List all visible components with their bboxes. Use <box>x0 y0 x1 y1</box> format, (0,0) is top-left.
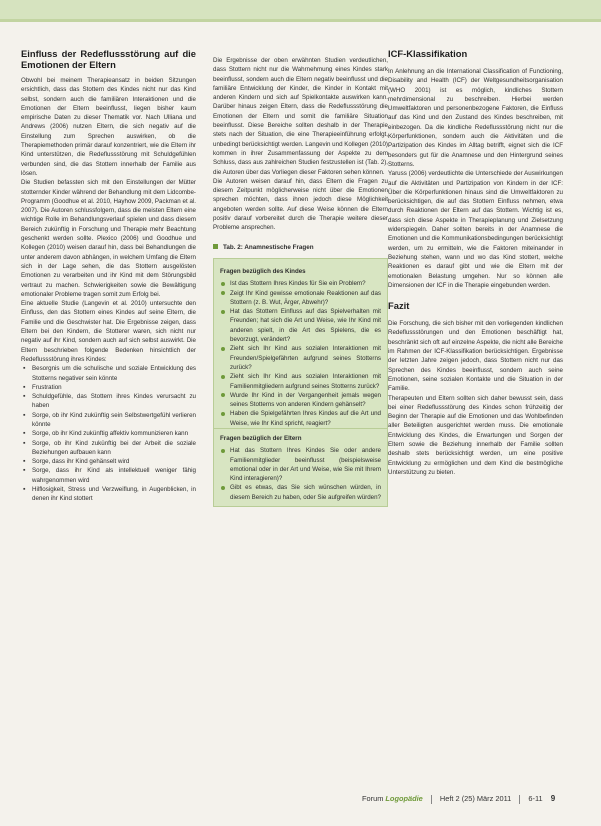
table-question: Ist das Stottern Ihres Kindes für Sie ein Problem? <box>220 279 381 288</box>
paragraph: Die Autoren weisen darauf hin, dass Eltern die Fragen zu diesem Zeitpunkt möglicherweise nicht über die Emotionen sprechen möchten, dass ihnen jedoch diese Möglichkeit angeboten werden sollte. Auf diese Weise können die Eltern positiv darauf vorbereitet durch die Therapie weitere dieser Probleme ansprechen. <box>213 177 388 232</box>
table-question: Zeigt Ihr Kind gewisse emotionale Reaktionen auf das Stottern (z. B. Wut, Ärger, Abwehr)? <box>220 289 381 308</box>
table-section-title: Fragen bezüglich des Kindes <box>220 267 306 275</box>
list-item: ▪ Schuldgefühle, das Stottern ihres Kindes verursacht zu haben <box>21 392 196 411</box>
table-question: Hat das Stottern Einfluss auf das Spielverhalten mit Freunden; hat sich die Art und Weise, wie Ihr Kind mit anderen spielt, in die Art des Spielens, die es bevorzugt, verändert? <box>220 307 381 344</box>
list-item: ▪ Sorge, ob ihr Kind zukünftig bei der Arbeit die soziale Beziehungen aufbauen kann <box>21 439 196 458</box>
paragraph: Die Forschung, die sich bisher mit den vorliegenden kindlichen Redeflussstörungen und den Emotionen beschäftigt hat, beschränkt sich oft auf einzelne Aspekte, die nicht alle Bereiche im Rahmen der ICF-Klassifikation berücksichtigen. Ergebnisse der letzten Jahre zeigen jedoch, dass Stottern nicht nur das Sprechen des Kindes beeinflusst, sondern auch seine Emotionen, seine sozialen Kontakte und die Situation in der Familie. <box>388 320 563 393</box>
table-caption-text: Tab. 2: Anamnestische Fragen <box>223 243 314 251</box>
table-question: Wurde Ihr Kind in der Vergangenheit jemals wegen seines Stotterns von anderen Kindern gehänselt? <box>220 391 381 410</box>
list-item: ▪ Sorge, dass ihr Kind als intellektuell weniger fähig wahrgenommen wird <box>21 466 196 485</box>
paragraph: In Anlehnung an die International Classification of Functioning, Disability and Health (ICF) der Weltgesundheitsorganisation (WHO 2001) ist es möglich, kindliches Stottern mehrdimensional zu beschreiben. Hierbei werden Umweltfaktoren und personenbezogene Faktoren, die Einfluss auf das Kind und den Zustand des Kindes beschreiben, mit einbezogen. Da die kindliche Redeflussstörung nicht nur die Körperfunktionen, sondern auch die Aktivitäten und die Partizipation des Kindes im Alltag betrifft, eignet sich die ICF besonders gut für die Anamnese und den Hintergrund seines Stotterns. <box>388 68 563 168</box>
anamnesis-table <box>213 258 388 507</box>
paragraph: Eine aktuelle Studie (Langevin et al. 2010) untersuchte den Einfluss, den das Stottern eines Kindes auf seine Eltern, die Familie und die Geschwister hat. Die Ergebnisse zeigen, dass Eltern bei den Kindern, die Stotterer waren, sich nicht nur negativ auf ihr Kind, sondern auch auf sich selbst auswirkt. Die Eltern beschrieben folgende Bedenken hinsichtlich der Redeflussstörung ihres Kindes: <box>21 300 196 363</box>
magazine-name: Logopädie <box>385 794 423 803</box>
column-middle <box>213 56 388 507</box>
section-heading-emotions: Einfluss der Redeflussstörung auf die Emotionen der Eltern <box>21 48 196 70</box>
footer-divider <box>431 795 432 804</box>
table-section-title: Fragen bezüglich der Eltern <box>214 428 387 446</box>
list-item: ▪ Besorgnis um die schulische und soziale Entwicklung des Stotterns negativer sein könnte <box>21 364 196 383</box>
issue-info: Heft 2 (25) März 2011 <box>439 794 512 803</box>
magazine-prefix: Forum <box>362 794 384 803</box>
list-item: ▪ Sorge, ob ihr Kind zukünftig sein Selbstwertgefühl verlieren könnte <box>21 411 196 430</box>
table-caption <box>213 243 388 252</box>
table-question: Hat das Stottern Ihres Kindes Sie oder andere Familienmitglieder beeinflusst (beispielsweise emotional oder in der Art und Weise, wie Sie mit Ihrem Kind interagieren)? <box>220 446 381 483</box>
column-right <box>388 48 563 477</box>
page-range: 6-11 <box>528 794 543 803</box>
page-footer <box>362 792 582 806</box>
paragraph: Obwohl bei meinem Therapieansatz in beiden Sitzungen ersichtlich, dass das Stottern des Kindes nicht nur das Kind selbst, sondern auch die familiären Interaktionen und die Emotionen der Eltern beeinflusst, liegen bisher kaum empirische Daten zu dieser Thematik vor. Nach Ulliana und Andrews (2006) nutzen Eltern, die sich negativ auf die Einstellung zum Sprechen auswirken, ob die Therapiemethoden primär darauf konzentriert, wie die Eltern ihr Kind unterstützen, die Redeflussstörung mit Schuldgefühlen verbunden sind, die das Stottern innerhalb der Familie aus lösen. <box>21 77 196 177</box>
list-item: ▪ Sorge, ob ihr Kind zukünftig affektiv kommunizieren kann <box>21 429 196 438</box>
top-color-band <box>0 0 601 22</box>
table-question: Zieht sich Ihr Kind aus sozialen Interaktionen mit Freunden/Spielgefährten aufgrund seines Stotterns zurück? <box>220 344 381 372</box>
table-question-list <box>214 279 387 428</box>
list-item: ▪ Frustration <box>21 383 196 392</box>
paragraph: Therapeuten und Eltern sollten sich daher bewusst sein, dass bei einer Redeflussstörung des Kindes schon frühzeitig der Beginn der Therapie auf die Emotionen und das Wohlbefinden aller Beteiligten ausgerichtet werden muss. Die emotionale Entwicklung des Kindes, die Erwartungen und Sorgen der Eltern sowie die Beziehung innerhalb der Familie sollten deshalb stets berücksichtigt werden, um eine positive Entwicklung zu ermöglichen und dem Kind die bestmögliche Unterstützung zu bieten. <box>388 394 563 476</box>
list-item: ▪ Sorge, dass ihr Kind gehänselt wird <box>21 457 196 466</box>
section-heading-icf: ICF-Klassifikation <box>388 48 468 59</box>
paragraph: Yaruss (2006) verdeutlichte die Unterschiede der Auswirkungen auf die Aktivitäten und Partizipation von Kindern in der ICF: Über die Körperfunktionen hinaus sind die Umweltfaktoren zu berücksichtigen, die auf das Stottern Einfluss nehmen, etwa durch Reaktionen der Eltern auf das Stottern. Wichtig ist es, dass sich diese Aspekte in Therapieplanung und Zielsetzung widerspiegeln. Daher sollten bereits in der Anamnese die Emotionen und die Kommunikationsbedingungen berücksichtigt werden, um zu ermitteln, wie die Faktoren miteinander in Beziehung stehen, wann und wo das Kind stottert, welche Reaktionen es darauf gibt und wie die Eltern mit der emotionalen Belastung umgehen. Nur so können alle Dimensionen der ICF in die Therapie eingebunden werden. <box>388 170 563 289</box>
section-heading-fazit: Fazit <box>388 300 410 312</box>
concerns-list <box>21 364 196 503</box>
table-question: Haben die Spielgefährten Ihres Kindes auf die Art und Weise, wie Ihr Kind spricht, reagiert? <box>220 409 381 428</box>
page-number: 9 <box>550 794 556 803</box>
caption-square-icon <box>213 244 218 249</box>
footer-divider <box>519 795 520 804</box>
table-question: Gibt es etwas, das Sie sich wünschen würden, in diesem Bereich zu haben, oder Sie aufgreifen würden? <box>220 483 381 502</box>
table-question: Zieht sich Ihr Kind aus sozialen Interaktionen mit Familienmitgliedern aufgrund seines Stotterns zurück? <box>220 372 381 391</box>
paragraph: Die Ergebnisse der oben erwähnten Studien verdeutlichen, dass Stottern nicht nur die Wahrnehmung eines Kindes stark beeinflusst, sondern auch die Eltern negativ beeinflusst und die familiäre Entwicklung der Kinder, die Kinder in Kontakt mit anderen Kindern und sich auf Spielkontakte auswirken kann. Darüber hinaus zeigen Eltern, dass die Redeflussstörung die Emotionen der Eltern und somit die familiäre Situation beeinflusst. Diese Bereiche sollten deshalb in der Therapie stets nach der Situation, die eine Therapieeinführung erfolgt, unbedingt berücksichtigt werden. Langevin und Kollegen (2010) kommen in ihrer Zusammenfassung der Aspekte zu dem Schluss, dass aus zahlreichen Studien festzustellen ist (Tab. 2), die Autoren über das Vorliegen dieser Faktoren sehen können. <box>213 57 388 176</box>
top-band-stripe <box>0 19 601 22</box>
table-question-list <box>214 446 387 502</box>
paragraph: Die Studien befassten sich mit den Einstellungen der Mütter stotternder Kinder während der Behandlung mit dem Lidcombe-Programm (Goodhue et al. 2010, Hayhow 2009, Packman et al. 2007). Die Autoren schlussfolgern, dass die meisten Eltern eine wichtige Rolle im Behandlungsverlauf spielen und dass diesem Bereich zukünftig in Forschung und Therapie mehr Beachtung geschenkt werden sollte. Plexico (2006) und Goodhue und Kollegen (2010) weisen darauf hin, dass bei Behandlungen die unter anderem davon abhängen, in welchem Umfang die Eltern sich in der Lage sehen, die das Stottern ausgelösten Emotionen zu verarbeiten und ihr Kind mit dem Störungsbild vertraut zu machen. Schwierigkeiten sowie die Bewältigung emotionaler Probleme tragen somit zum Erfolg bei. <box>21 179 196 298</box>
column-left <box>21 48 196 504</box>
list-item: ▪ Hilflosigkeit, Stress und Verzweiflung, in Augenblicken, in denen ihr Kind stottert <box>21 485 196 504</box>
